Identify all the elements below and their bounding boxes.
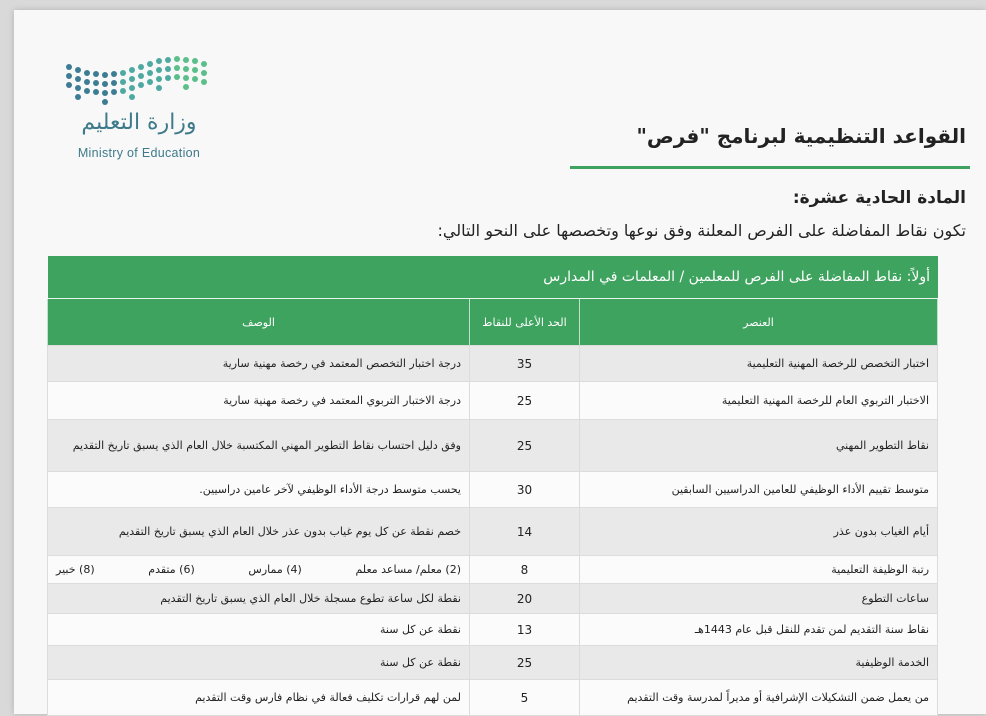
logo-dot [129,76,135,82]
logo-dot [93,71,99,77]
logo-dot [174,56,180,62]
row-description: وفق دليل احتساب نقاط التطوير المهني المكتسبة خلال العام الذي يسبق تاريخ التقديم [48,420,470,472]
row-element: ساعات التطوع [580,584,938,614]
logo-dot [201,70,207,76]
logo-dot [129,85,135,91]
logo-dot [156,76,162,82]
row-description: نقطة عن كل سنة [48,646,470,680]
logo-dot [183,84,189,90]
logo-dot [75,67,81,73]
rank-option: (8) خبير [56,563,95,576]
header-element: العنصر [580,299,938,346]
logo-dot [129,94,135,100]
logo-dot [75,85,81,91]
logo-dot [120,79,126,85]
logo-dot [102,90,108,96]
article-heading: المادة الحادية عشرة: [792,188,966,208]
row-element: أيام الغياب بدون عذر [580,508,938,556]
header-max-points: الحد الأعلى للنقاط [470,299,580,346]
logo-dot [147,61,153,67]
row-description: يحسب متوسط درجة الأداء الوظيفي لآخر عامين دراسيين. [48,472,470,508]
logo-dot [147,70,153,76]
logo-dot [93,80,99,86]
logo-dot [129,67,135,73]
logo-dot [111,80,117,86]
table-row [48,382,938,420]
table-row [48,472,938,508]
row-description: نقطة لكل ساعة تطوع مسجلة خلال العام الذي يسبق تاريخ التقديم [48,584,470,614]
row-element: رتبة الوظيفة التعليمية [580,556,938,584]
logo-dot [156,67,162,73]
row-max: 5 [470,680,580,716]
ministry-logo [54,50,224,180]
logo-dot [183,57,189,63]
header-description: الوصف [48,299,470,346]
logo-dot [201,79,207,85]
logo-dot [66,73,72,79]
row-max: 25 [470,382,580,420]
logo-dot [156,58,162,64]
points-table [48,256,938,716]
logo-dot [120,70,126,76]
row-max: 14 [470,508,580,556]
row-element: اختبار التخصص للرخصة المهنية التعليمية [580,346,938,382]
logo-dot [165,75,171,81]
logo-dot [192,76,198,82]
logo-dot [84,88,90,94]
document-title: القواعد التنظيمية لبرنامج "فرص" [636,124,966,148]
table-header-row [48,299,938,346]
logo-dot [138,64,144,70]
rank-option: (2) معلم/ مساعد معلم [355,563,461,576]
logo-dot [102,99,108,105]
logo-dot [84,79,90,85]
row-element: الخدمة الوظيفية [580,646,938,680]
logo-dot [75,76,81,82]
logo-dot [183,66,189,72]
logo-dot [102,72,108,78]
article-intro: تكون نقاط المفاضلة على الفرص المعلنة وفق نوعها وتخصصها على النحو التالي: [437,221,966,240]
table-row [48,420,938,472]
row-max: 8 [470,556,580,584]
logo-dot [174,65,180,71]
table-row [48,680,938,716]
row-max: 25 [470,646,580,680]
row-element: متوسط تقييم الأداء الوظيفي للعامين الدراسيين السابقين [580,472,938,508]
row-max: 25 [470,420,580,472]
table-row [48,346,938,382]
row-max: 13 [470,614,580,646]
logo-dot [84,70,90,76]
logo-dot [147,79,153,85]
table-row [48,646,938,680]
table-row [48,614,938,646]
row-ranks [48,556,470,584]
logo-dot [102,81,108,87]
logo-dot [165,66,171,72]
logo-dot [183,75,189,81]
logo-name-english: Ministry of Education [77,146,201,160]
row-description: درجة الاختبار التربوي المعتمد في رخصة مهنية سارية [48,382,470,420]
title-underline [570,166,970,169]
row-element: من يعمل ضمن التشكيلات الإشرافية أو مديراً لمدرسة وقت التقديم [580,680,938,716]
logo-dot [156,85,162,91]
logo-dot [138,82,144,88]
logo-dot [120,88,126,94]
logo-dot [165,57,171,63]
row-max: 35 [470,346,580,382]
document-page [14,10,986,714]
logo-dot [66,64,72,70]
logo-dot [138,73,144,79]
logo-dot [111,71,117,77]
logo-dot [201,61,207,67]
row-description: درجة اختبار التخصص المعتمد في رخصة مهنية سارية [48,346,470,382]
logo-dot [192,58,198,64]
logo-dot [66,82,72,88]
row-description: نقطة عن كل سنة [48,614,470,646]
table-row [48,584,938,614]
row-max: 30 [470,472,580,508]
row-element: نقاط التطوير المهني [580,420,938,472]
logo-dot [75,94,81,100]
rank-option: (4) ممارس [248,563,302,576]
row-description: خصم نقطة عن كل يوم غياب بدون عذر خلال العام الذي يسبق تاريخ التقديم [48,508,470,556]
row-max: 20 [470,584,580,614]
table-banner: أولاً: نقاط المفاضلة على الفرص للمعلمين / المعلمات في المدارس [48,256,938,299]
logo-name-arabic: وزارة التعليم [81,110,197,135]
row-element: الاختبار التربوي العام للرخصة المهنية التعليمية [580,382,938,420]
row-element: نقاط سنة التقديم لمن تقدم للنقل قبل عام 1443هـ [580,614,938,646]
logo-dot [93,89,99,95]
logo-dot [111,89,117,95]
logo-dots-icon [66,50,216,105]
rank-option: (6) متقدم [148,563,195,576]
logo-dot [192,67,198,73]
row-description: لمن لهم قرارات تكليف فعالة في نظام فارس وقت التقديم [48,680,470,716]
logo-dot [174,74,180,80]
table-row [48,508,938,556]
table-row [48,556,938,584]
